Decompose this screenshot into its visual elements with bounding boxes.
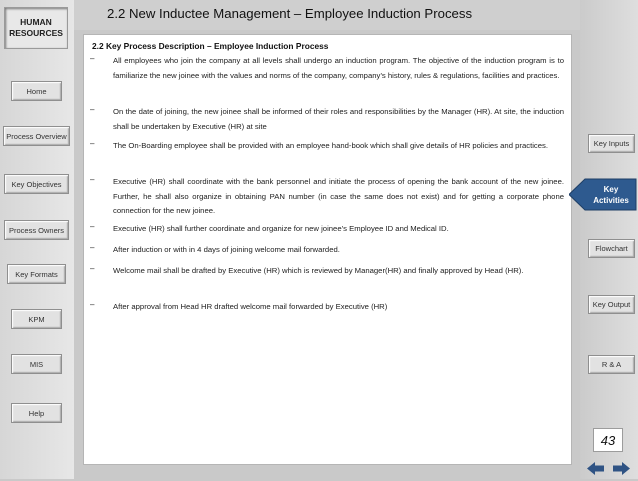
key-activities-line-2: Activities — [593, 196, 629, 205]
page-title: 2.2 New Inductee Management – Employee Induction Process — [107, 6, 473, 21]
bullet-text: On the date of joining, the new joinee shall be informed of their roles and responsibilities by the Manager (HR). At site, the induction shall be undertaken by Executive (HR) at site — [113, 107, 564, 131]
nav-key-inputs-button[interactable]: Key Inputs — [588, 134, 635, 153]
nav-home-button[interactable]: Home — [11, 81, 62, 101]
nav-process-overview-button[interactable]: Process Overview — [3, 126, 70, 146]
nav-kpm-button[interactable]: KPM — [11, 309, 62, 329]
brand-label — [4, 7, 68, 49]
bullet-marker: – — [90, 139, 95, 148]
nav-r-and-a-button[interactable]: R & A — [588, 355, 635, 374]
bullet-text: Executive (HR) shall further coordinate and organize for new joinee’s Employee ID and Medical ID. — [113, 224, 449, 233]
content-panel — [83, 34, 572, 465]
bullet-marker: – — [90, 300, 95, 309]
nav-key-output-button[interactable]: Key Output — [588, 295, 635, 314]
bullet-text: After induction or with in 4 days of joining welcome mail forwarded. — [113, 245, 340, 254]
bullet-marker: – — [90, 175, 95, 184]
bullet-marker: – — [90, 243, 95, 252]
nav-flowchart-button[interactable]: Flowchart — [588, 239, 635, 258]
bullet-text: All employees who join the company at all levels shall undergo an induction program. The objective of the induction program is to familiarize the new joinee with the values and norms of the company, company’s history, rules & regulations, facilities and practices. — [113, 56, 564, 80]
key-activities-line-1: Key — [603, 185, 619, 194]
nav-key-activities-button[interactable] — [569, 178, 637, 211]
bullet-text: After approval from Head HR drafted welcome mail forwarded by Executive (HR) — [113, 302, 388, 311]
page-number: 43 — [593, 428, 623, 452]
brand-line-1: HUMAN — [20, 17, 52, 27]
bullet-marker: – — [90, 105, 95, 114]
arrow-right-icon[interactable] — [612, 461, 631, 476]
brand-line-2: RESOURCES — [9, 28, 63, 38]
nav-process-owners-button[interactable]: Process Owners — [4, 220, 69, 240]
arrow-left-icon[interactable] — [586, 461, 605, 476]
bullet-marker: – — [90, 54, 95, 63]
section-title: 2.2 Key Process Description – Employee Induction Process — [92, 41, 329, 51]
bullet-marker: – — [90, 264, 95, 273]
bullet-text: The On-Boarding employee shall be provided with an employee hand-book which shall give details of HR policies and practices. — [113, 141, 549, 150]
nav-help-button[interactable]: Help — [11, 403, 62, 423]
nav-key-formats-button[interactable]: Key Formats — [7, 264, 66, 284]
nav-mis-button[interactable]: MIS — [11, 354, 62, 374]
nav-key-objectives-button[interactable]: Key Objectives — [4, 174, 69, 194]
bullet-text: Executive (HR) shall coordinate with the bank personnel and initiate the process of opening the bank account of the new joinee. Further, he shall also organize in obtaining PAN number (in case the same does not exist) and for getting a corporate phone connection for the new joinee. — [113, 177, 564, 216]
bullet-marker: – — [90, 222, 95, 231]
bullet-text: Welcome mail shall be drafted by Executive (HR) which is reviewed by Manager(HR) and finally approved by Head (HR). — [113, 266, 524, 275]
